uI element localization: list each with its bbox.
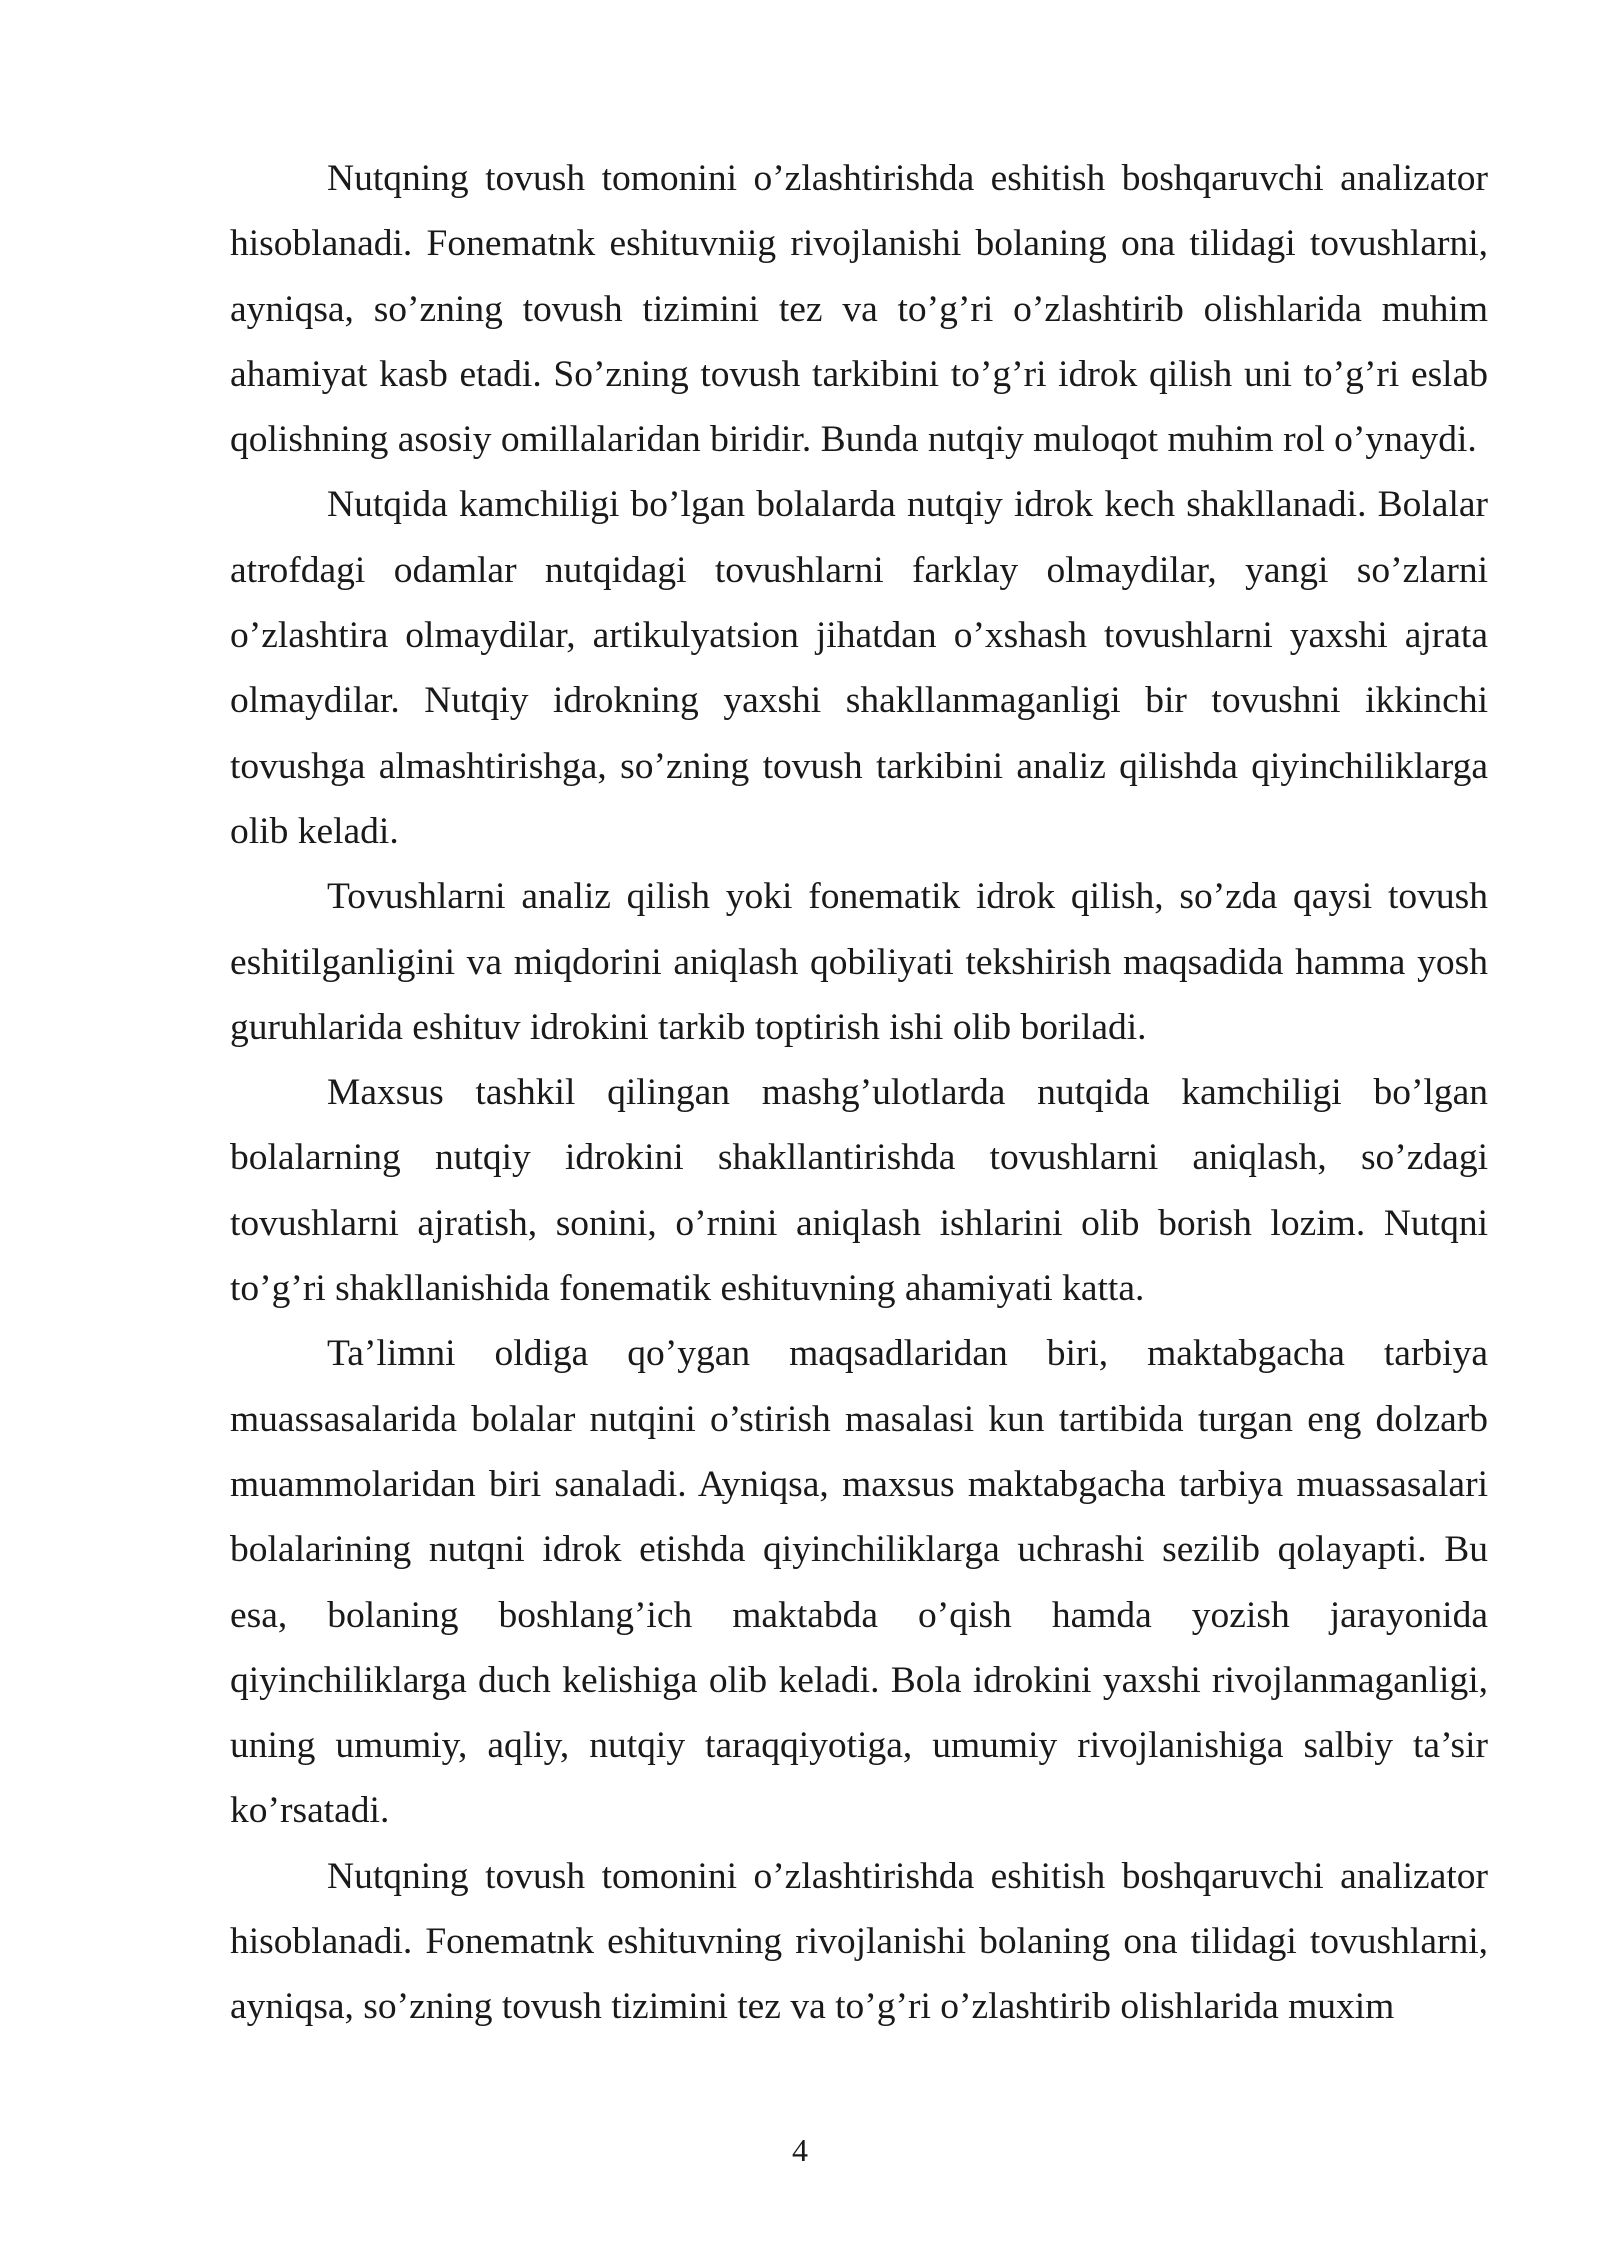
- paragraph-3: Tovushlarni analiz qilish yoki fonematik idrok qilish, so’zda qaysi tovush eshitilganligini va miqdorini aniqlash qobiliyati tekshirish maqsadida hamma yosh guruhlarida eshituv idrokini tarkib toptirish ishi olib boriladi.: [230, 876, 1488, 1048]
- page-number: 4: [792, 2132, 808, 2168]
- paragraph-4: Maxsus tashkil qilingan mashg’ulotlarda nutqida kamchiligi bo’lgan bolalarning nutqiy idrokini shakllantirishda tovushlarni aniqlash, so’zdagi tovushlarni ajratish, sonini, o’rnini aniqlash ishlarini olib borish lozim. Nutqni to’g’ri shakllanishida fonematik eshituvning ahamiyati katta.: [230, 1072, 1488, 1310]
- paragraph-6: Nutqning tovush tomonini o’zlashtirishda eshitish boshqaruvchi analizator hisoblanadi. Fonematnk eshituvning rivojlanishi bolaning ona tilidagi tovushlarni, ayniqsa, so’zning tovush tizimini tez va to’g’ri o’zlashtirib olishlarida muxim: [230, 1855, 1488, 2028]
- paragraph-2: Nutqida kamchiligi bo’lgan bolalarda nutqiy idrok kech shakllanadi. Bolalar atrofdagi odamlar nutqidagi tovushlarni farklay olmaydilar, yangi so’zlarni o’zlashtira olmaydilar, artikulyatsion jihatdan o’xshash tovushlarni yaxshi ajrata olmaydilar. Nutqiy idrokning yaxshi shakllanmaganligi bir tovushni ikkinchi tovushga almashtirishga, so’zning tovush tarkibini analiz qilishda qiyinchiliklarga olib keladi.: [230, 484, 1488, 852]
- paragraph-1: Nutqning tovush tomonini o’zlashtirishda eshitish boshqaruvchi analizator hisoblanadi. Fonematnk eshituvniig rivojlanishi bolaning ona tilidagi tovushlarni, ayniqsa, so’zning tovush tizimini tez va to’g’ri o’zlashtirib olishlarida muhim ahamiyat kasb etadi. So’zning tovush tarkibini to’g’ri idrok qilish uni to’g’ri eslab qolishning asosiy omillalaridan biridir. Bunda nutqiy muloqot muhim rol o’ynaydi.: [230, 158, 1488, 461]
- document-body: [230, 146, 1488, 2040]
- paragraph-5: Ta’limni oldiga qo’ygan maqsadlaridan biri, maktabgacha tarbiya muassasalarida bolalar nutqini o’stirish masalasi kun tartibida turgan eng dolzarb muammolaridan biri sanaladi. Ayniqsa, maxsus maktabgacha tarbiya muassasalari bolalarining nutqni idrok etishda qiyinchiliklarga uchrashi sezilib qolayapti. Bu esa, bolaning boshlang’ich maktabda o’qish hamda yozish jarayonida qiyinchiliklarga duch kelishiga olib keladi. Bola idrokini yaxshi rivojlanmaganligi, uning umumiy, aqliy, nutqiy taraqqiyotiga, umumiy rivojlanishiga salbiy ta’sir ko’rsatadi.: [230, 1333, 1488, 1832]
